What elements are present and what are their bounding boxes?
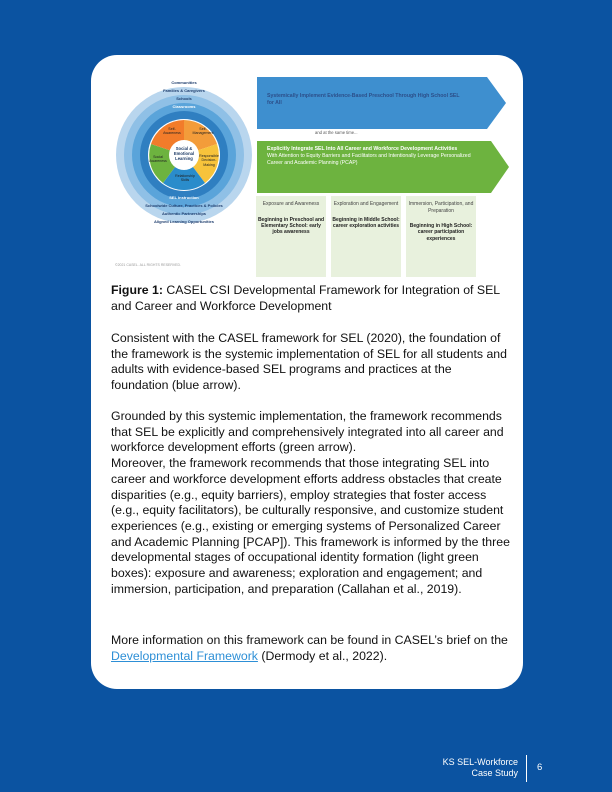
stage-box-immersion: [406, 196, 476, 277]
figure-copyright: ©2021 CASEL. ALL RIGHTS RESERVED.: [115, 263, 181, 267]
blue-arrow-label: Systemically Implement Evidence-Based Preschool Through High School SEL for All: [267, 93, 460, 106]
page-number: 6: [537, 762, 543, 773]
green-arrow-title: Explicitly Integrate SEL Into All Career and Workforce Development Activities: [267, 146, 458, 152]
green-arrow-subtitle: With Attention to Equity Barriers and Facilitators and Intentionally Leverage Personalized Career and Academic Planning (PCAP): [267, 152, 471, 166]
footer-title: [405, 757, 518, 779]
caption-label: Figure 1:: [111, 283, 163, 297]
more-info-citation: (Dermody et al., 2022).: [257, 648, 388, 663]
paragraph-framework-part2: Moreover, the framework recommends that those integrating SEL into career and workforce development efforts address obstacles that create disparities (e.g., equity barriers), employ strategies that foster access (e.g., equity facilitators), be culturally responsive, and customize student experiences (e.g., existing or emerging systems of Personalized Career and Academic Planning [PCAP]). This framework is informed by the three developmental stages of occupational identity formation (light green boxes): exposure and awareness; exploration and engagement; and immersion, participation, and preparation (Callahan et al., 2019).: [111, 456, 510, 596]
footer-divider: [526, 755, 527, 782]
content-card: [91, 55, 523, 689]
footer-line1: KS SEL-Workforce: [442, 757, 518, 767]
stage-box-exposure: [256, 196, 326, 277]
footer-line2: Case Study: [471, 768, 518, 778]
more-info-text: More information on this framework can be found in CASEL’s brief on the: [111, 633, 508, 647]
ring-classrooms: Classrooms: [172, 104, 196, 109]
segment-self-management: Self-Management: [192, 127, 214, 136]
segment-self-awareness: Self-Awareness: [163, 127, 181, 136]
paragraph-more-info: [111, 633, 511, 664]
segment-relationship-skills: Relationship Skills: [175, 174, 195, 183]
ring-communities: Communities: [171, 80, 197, 85]
stage-box-exploration: [331, 196, 401, 277]
same-time-label: and at the same time...: [315, 130, 358, 135]
ring-schoolwide: Schoolwide Culture, Practices & Policies: [145, 203, 223, 208]
paragraph-framework: [111, 409, 511, 597]
figure-caption: [111, 283, 511, 314]
ring-sel-instruction: SEL Instruction: [169, 195, 199, 200]
ring-families: Families & Caregivers: [163, 88, 205, 93]
framework-figure: [109, 71, 509, 281]
caption-text: CASEL CSI Developmental Framework for Integration of SEL and Career and Workforce Development: [111, 283, 500, 313]
ring-schools: Schools: [176, 96, 192, 101]
ring-learning-opps: Aligned Learning Opportunities: [154, 219, 214, 224]
stage-detail: Beginning in Middle School: career exploration activities: [332, 216, 400, 229]
stage-detail: Beginning in Preschool and Elementary School: early jobs awareness: [257, 216, 325, 235]
wheel-center-label: Social & Emotional Learning: [173, 146, 195, 162]
stage-title: Exploration and Engagement: [333, 201, 399, 207]
developmental-framework-link[interactable]: Developmental Framework: [111, 648, 258, 663]
segment-decision-making: Responsible Decision-Making: [199, 154, 219, 167]
stage-title: Immersion, Participation, and Preparation: [408, 201, 474, 214]
stage-detail: Beginning in High School: career participation experiences: [409, 223, 473, 242]
stage-title: Exposure and Awareness: [262, 201, 320, 207]
segment-social-awareness: Social Awareness: [149, 155, 167, 164]
paragraph-foundation: Consistent with the CASEL framework for SEL (2020), the foundation of the framework is the systemic implementation of SEL for all students and adults with evidence-based SEL programs and practices at the foundation (blue arrow).: [111, 331, 507, 393]
paragraph-framework-part1: Grounded by this systemic implementation, the framework recommends that SEL be explicitly and comprehensively integrated into all career and workforce development efforts (green arrow).: [111, 409, 504, 455]
ring-partnerships: Authentic Partnerships: [161, 211, 206, 216]
green-arrow-label: [267, 146, 477, 166]
